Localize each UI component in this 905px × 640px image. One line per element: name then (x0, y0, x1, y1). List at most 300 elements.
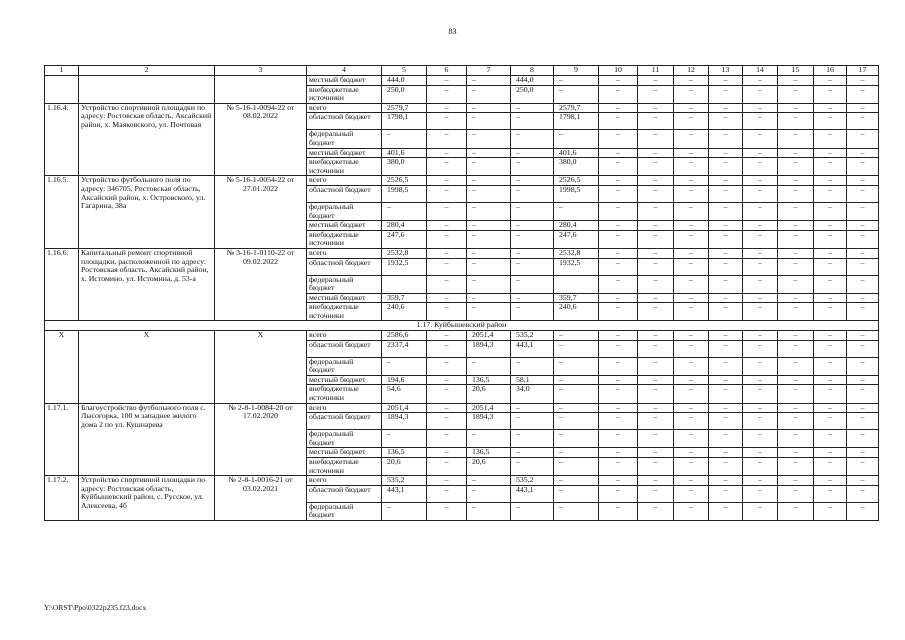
value-col-16: – (814, 293, 847, 303)
funding-source: внебюджетные источники (307, 158, 382, 176)
value-col-16: – (814, 357, 847, 375)
column-header-2: 2 (79, 66, 215, 76)
value-col-8: 58,1 (511, 375, 554, 385)
value-col-7: – (467, 202, 511, 220)
funding-source: местный бюджет (307, 76, 382, 86)
section-row (45, 321, 879, 331)
value-col-10: – (599, 130, 638, 148)
item-document: № 2-8-1-0016-21 от 03.02.2021 (215, 476, 307, 521)
value-col-13: – (709, 357, 743, 375)
value-col-7: – (467, 303, 511, 321)
value-col-7: – (467, 148, 511, 158)
value-col-13: – (709, 176, 743, 186)
value-col-10: – (599, 340, 638, 357)
value-col-17: – (847, 448, 879, 458)
value-col-15: – (778, 130, 814, 148)
value-col-5: 443,1 (382, 485, 427, 502)
value-col-6: – (427, 248, 467, 258)
value-col-16: – (814, 103, 847, 113)
value-col-6: – (427, 103, 467, 113)
value-col-11: – (638, 221, 674, 231)
value-col-13: – (709, 148, 743, 158)
value-col-12: – (674, 413, 709, 430)
value-col-11: – (638, 275, 674, 293)
value-col-8: – (511, 502, 554, 520)
value-col-15: – (778, 293, 814, 303)
column-number-row (45, 66, 879, 76)
item-name: Капитальный ремонт спортивной площадки, расположенной по адресу: Ростовская область, Аксайский район, х. Истомино, ул. Истомина, д. 53-а (79, 248, 215, 321)
funding-source: внебюджетные источники (307, 85, 382, 103)
value-col-17: – (847, 248, 879, 258)
value-col-8: – (511, 221, 554, 231)
item-name: Благоустройство футбольного поля с. Лысогорка, 100 м западнее жилого дома 2 по ул. Кушнарева (79, 403, 215, 476)
value-col-5: 2526,5 (382, 176, 427, 186)
value-col-10: – (599, 303, 638, 321)
value-col-10: – (599, 221, 638, 231)
value-col-16: – (814, 485, 847, 502)
value-col-9: 280,4 (554, 221, 599, 231)
value-col-9: 1798,1 (554, 113, 599, 130)
value-col-12: – (674, 113, 709, 130)
funding-source: федеральный бюджет (307, 275, 382, 293)
value-col-10: – (599, 458, 638, 476)
value-col-8: – (511, 202, 554, 220)
value-col-11: – (638, 293, 674, 303)
value-col-12: – (674, 485, 709, 502)
value-col-7: 20,6 (467, 385, 511, 403)
item-number: 1.16.6. (45, 248, 79, 321)
value-col-11: – (638, 148, 674, 158)
value-col-11: – (638, 113, 674, 130)
value-col-15: – (778, 458, 814, 476)
value-col-5: 250,0 (382, 85, 427, 103)
value-col-13: – (709, 303, 743, 321)
value-col-7: – (467, 221, 511, 231)
value-col-17: – (847, 230, 879, 248)
table-row (45, 403, 879, 413)
value-col-14: – (743, 502, 778, 520)
value-col-16: – (814, 458, 847, 476)
item-number: 1.17.2. (45, 476, 79, 521)
value-col-8: – (511, 458, 554, 476)
value-col-16: – (814, 413, 847, 430)
value-col-16: – (814, 158, 847, 176)
value-col-10: – (599, 502, 638, 520)
table-row (45, 176, 879, 186)
value-col-8: – (511, 258, 554, 275)
value-col-12: – (674, 357, 709, 375)
value-col-5: – (382, 430, 427, 448)
value-col-8: 443,1 (511, 485, 554, 502)
value-col-16: – (814, 476, 847, 486)
value-col-16: – (814, 303, 847, 321)
value-col-5: 2051,4 (382, 403, 427, 413)
value-col-14: – (743, 258, 778, 275)
value-col-5: 1932,5 (382, 258, 427, 275)
value-col-5: 2579,7 (382, 103, 427, 113)
funding-source: областной бюджет (307, 258, 382, 275)
item-name: Устройство спортивной площадки по адресу: Ростовская область, Аксайский район, х. Маяковского, ул. Почтовая (79, 103, 215, 176)
value-col-11: – (638, 458, 674, 476)
value-col-11: – (638, 448, 674, 458)
value-col-17: – (847, 293, 879, 303)
value-col-12: – (674, 176, 709, 186)
funding-source: всего (307, 103, 382, 113)
value-col-11: – (638, 502, 674, 520)
item-name: Устройство футбольного поля по адресу: 346705, Ростовская область, Аксайский район, х. Островского, ул. Гагарина, 38а (79, 176, 215, 249)
value-col-6: – (427, 221, 467, 231)
value-col-10: – (599, 403, 638, 413)
value-col-14: – (743, 158, 778, 176)
item-number: X (45, 331, 79, 404)
value-col-8: – (511, 230, 554, 248)
funding-source: всего (307, 403, 382, 413)
item-document: № 5-16-1-0094-22 от 08.02.2022 (215, 103, 307, 176)
value-col-6: – (427, 230, 467, 248)
value-col-17: – (847, 430, 879, 448)
value-col-13: – (709, 502, 743, 520)
value-col-10: – (599, 375, 638, 385)
value-col-14: – (743, 331, 778, 341)
value-col-17: – (847, 340, 879, 357)
value-col-15: – (778, 413, 814, 430)
value-col-14: – (743, 148, 778, 158)
value-col-7: 1894,3 (467, 340, 511, 357)
value-col-15: – (778, 448, 814, 458)
value-col-9: – (554, 448, 599, 458)
value-col-8: – (511, 403, 554, 413)
value-col-12: – (674, 76, 709, 86)
value-col-10: – (599, 476, 638, 486)
value-col-8: – (511, 130, 554, 148)
value-col-8: 535,2 (511, 476, 554, 486)
value-col-14: – (743, 221, 778, 231)
value-col-5: – (382, 130, 427, 148)
value-col-8: 250,0 (511, 85, 554, 103)
value-col-16: – (814, 375, 847, 385)
value-col-15: – (778, 221, 814, 231)
value-col-8: – (511, 176, 554, 186)
value-col-9: – (554, 202, 599, 220)
funding-source: федеральный бюджет (307, 502, 382, 520)
column-header-15: 15 (778, 66, 814, 76)
value-col-6: – (427, 76, 467, 86)
value-col-6: – (427, 85, 467, 103)
value-col-13: – (709, 230, 743, 248)
value-col-6: – (427, 130, 467, 148)
value-col-8: – (511, 293, 554, 303)
value-col-11: – (638, 375, 674, 385)
value-col-17: – (847, 357, 879, 375)
value-col-9: – (554, 130, 599, 148)
value-col-8: – (511, 248, 554, 258)
value-col-10: – (599, 148, 638, 158)
value-col-16: – (814, 385, 847, 403)
value-col-10: – (599, 103, 638, 113)
value-col-7: – (467, 130, 511, 148)
value-col-9: 240,6 (554, 303, 599, 321)
value-col-10: – (599, 185, 638, 202)
value-col-5: 359,7 (382, 293, 427, 303)
value-col-10: – (599, 158, 638, 176)
column-header-14: 14 (743, 66, 778, 76)
value-col-12: – (674, 248, 709, 258)
value-col-8: 34,0 (511, 385, 554, 403)
value-col-15: – (778, 76, 814, 86)
funding-source: всего (307, 176, 382, 186)
value-col-6: – (427, 303, 467, 321)
value-col-7: 20,6 (467, 458, 511, 476)
value-col-8: 444,0 (511, 76, 554, 86)
value-col-8: – (511, 113, 554, 130)
item-name (79, 76, 215, 86)
value-col-15: – (778, 103, 814, 113)
value-col-13: – (709, 403, 743, 413)
value-col-9: – (554, 357, 599, 375)
column-header-9: 9 (554, 66, 599, 76)
value-col-10: – (599, 76, 638, 86)
value-col-15: – (778, 476, 814, 486)
value-col-9: 2579,7 (554, 103, 599, 113)
value-col-17: – (847, 221, 879, 231)
value-col-9: 380,0 (554, 158, 599, 176)
value-col-9: – (554, 476, 599, 486)
value-col-9: 2526,5 (554, 176, 599, 186)
value-col-5: 2337,4 (382, 340, 427, 357)
value-col-6: – (427, 485, 467, 502)
value-col-10: – (599, 413, 638, 430)
value-col-14: – (743, 448, 778, 458)
value-col-12: – (674, 430, 709, 448)
value-col-5: 54,6 (382, 385, 427, 403)
value-col-17: – (847, 403, 879, 413)
value-col-14: – (743, 375, 778, 385)
value-col-16: – (814, 176, 847, 186)
funding-source: внебюджетные источники (307, 385, 382, 403)
value-col-15: – (778, 202, 814, 220)
value-col-12: – (674, 103, 709, 113)
value-col-17: – (847, 275, 879, 293)
value-col-13: – (709, 202, 743, 220)
value-col-7: 2051,4 (467, 403, 511, 413)
value-col-17: – (847, 385, 879, 403)
value-col-16: – (814, 76, 847, 86)
value-col-14: – (743, 430, 778, 448)
funding-source: внебюджетные источники (307, 230, 382, 248)
funding-source: местный бюджет (307, 448, 382, 458)
value-col-15: – (778, 385, 814, 403)
value-col-12: – (674, 331, 709, 341)
column-header-11: 11 (638, 66, 674, 76)
value-col-10: – (599, 275, 638, 293)
funding-source: областной бюджет (307, 113, 382, 130)
funding-source: федеральный бюджет (307, 202, 382, 220)
value-col-7: – (467, 248, 511, 258)
value-col-12: – (674, 130, 709, 148)
value-col-10: – (599, 331, 638, 341)
value-col-12: – (674, 148, 709, 158)
value-col-17: – (847, 375, 879, 385)
value-col-15: – (778, 303, 814, 321)
value-col-6: – (427, 340, 467, 357)
item-number: 1.17.1. (45, 403, 79, 476)
value-col-11: – (638, 158, 674, 176)
value-col-7: – (467, 485, 511, 502)
value-col-9: 401,6 (554, 148, 599, 158)
funding-source: местный бюджет (307, 148, 382, 158)
funding-source: федеральный бюджет (307, 357, 382, 375)
value-col-14: – (743, 458, 778, 476)
value-col-15: – (778, 502, 814, 520)
value-col-10: – (599, 357, 638, 375)
value-col-9: 1998,5 (554, 185, 599, 202)
table-row (45, 248, 879, 258)
funding-source: внебюджетные источники (307, 303, 382, 321)
value-col-5 (382, 275, 427, 293)
value-col-10: – (599, 430, 638, 448)
value-col-13: – (709, 448, 743, 458)
value-col-13: – (709, 185, 743, 202)
value-col-6: – (427, 331, 467, 341)
value-col-13: – (709, 340, 743, 357)
value-col-14: – (743, 340, 778, 357)
item-number: 1.16.5. (45, 176, 79, 249)
value-col-14: – (743, 275, 778, 293)
funding-source: федеральный бюджет (307, 430, 382, 448)
item-name: X (79, 331, 215, 404)
value-col-6: – (427, 476, 467, 486)
value-col-5: 1894,3 (382, 413, 427, 430)
value-col-6: – (427, 176, 467, 186)
value-col-5: 136,5 (382, 448, 427, 458)
value-col-7: – (467, 502, 511, 520)
value-col-6: – (427, 458, 467, 476)
value-col-13: – (709, 413, 743, 430)
value-col-10: – (599, 293, 638, 303)
value-col-14: – (743, 113, 778, 130)
value-col-13: – (709, 221, 743, 231)
value-col-6: – (427, 148, 467, 158)
value-col-9: – (554, 76, 599, 86)
value-col-16: – (814, 113, 847, 130)
value-col-6: – (427, 202, 467, 220)
value-col-17: – (847, 185, 879, 202)
value-col-9: – (554, 385, 599, 403)
value-col-9: 2532,8 (554, 248, 599, 258)
value-col-17: – (847, 258, 879, 275)
item-document: № 2-8-1-0084-20 от 17.02.2020 (215, 403, 307, 476)
value-col-16: – (814, 502, 847, 520)
column-header-3: 3 (215, 66, 307, 76)
value-col-7: 1894,3 (467, 413, 511, 430)
column-header-6: 6 (427, 66, 467, 76)
value-col-6: – (427, 293, 467, 303)
value-col-12: – (674, 458, 709, 476)
value-col-7: – (467, 76, 511, 86)
value-col-16: – (814, 230, 847, 248)
value-col-7: – (467, 158, 511, 176)
value-col-17: – (847, 485, 879, 502)
value-col-11: – (638, 85, 674, 103)
section-title: 1.17. Куйбышевский район (45, 321, 879, 331)
funding-source: областной бюджет (307, 485, 382, 502)
value-col-17: – (847, 476, 879, 486)
value-col-14: – (743, 476, 778, 486)
value-col-14: – (743, 385, 778, 403)
value-col-8: – (511, 158, 554, 176)
value-col-5: 535,2 (382, 476, 427, 486)
funding-source: федеральный бюджет (307, 130, 382, 148)
value-col-12: – (674, 230, 709, 248)
value-col-9: – (554, 502, 599, 520)
value-col-5: 1798,1 (382, 113, 427, 130)
value-col-15: – (778, 113, 814, 130)
value-col-16: – (814, 202, 847, 220)
item-name (79, 85, 215, 103)
value-col-14: – (743, 130, 778, 148)
value-col-17: – (847, 148, 879, 158)
item-number (45, 76, 79, 86)
value-col-16: – (814, 185, 847, 202)
value-col-6: – (427, 185, 467, 202)
funding-source: всего (307, 331, 382, 341)
file-path-footer: Y:\ORST\Ppo\0322p235.f23.docx (44, 603, 147, 612)
value-col-7: – (467, 176, 511, 186)
value-col-5: 20,6 (382, 458, 427, 476)
value-col-12: – (674, 293, 709, 303)
value-col-9: – (554, 485, 599, 502)
value-col-11: – (638, 430, 674, 448)
value-col-9: 359,7 (554, 293, 599, 303)
value-col-10: – (599, 85, 638, 103)
value-col-11: – (638, 202, 674, 220)
funding-source: местный бюджет (307, 293, 382, 303)
value-col-7: – (467, 258, 511, 275)
value-col-12: – (674, 221, 709, 231)
funding-source: всего (307, 248, 382, 258)
value-col-5: 401,6 (382, 148, 427, 158)
value-col-7: – (467, 113, 511, 130)
column-header-8: 8 (511, 66, 554, 76)
value-col-17: – (847, 303, 879, 321)
value-col-11: – (638, 303, 674, 321)
column-header-5: 5 (382, 66, 427, 76)
value-col-14: – (743, 485, 778, 502)
value-col-12: – (674, 375, 709, 385)
value-col-11: – (638, 413, 674, 430)
value-col-9: – (554, 458, 599, 476)
value-col-9: – (554, 375, 599, 385)
value-col-16: – (814, 430, 847, 448)
value-col-15: – (778, 340, 814, 357)
value-col-5: – (382, 502, 427, 520)
value-col-15: – (778, 375, 814, 385)
value-col-12: – (674, 303, 709, 321)
value-col-10: – (599, 113, 638, 130)
value-col-14: – (743, 357, 778, 375)
value-col-9: – (554, 403, 599, 413)
table-row (45, 331, 879, 341)
value-col-5: 380,0 (382, 158, 427, 176)
value-col-7: – (467, 357, 511, 375)
value-col-9: 247,6 (554, 230, 599, 248)
value-col-14: – (743, 176, 778, 186)
funding-source: всего (307, 476, 382, 486)
value-col-12: – (674, 258, 709, 275)
value-col-17: – (847, 331, 879, 341)
value-col-11: – (638, 258, 674, 275)
value-col-12: – (674, 448, 709, 458)
